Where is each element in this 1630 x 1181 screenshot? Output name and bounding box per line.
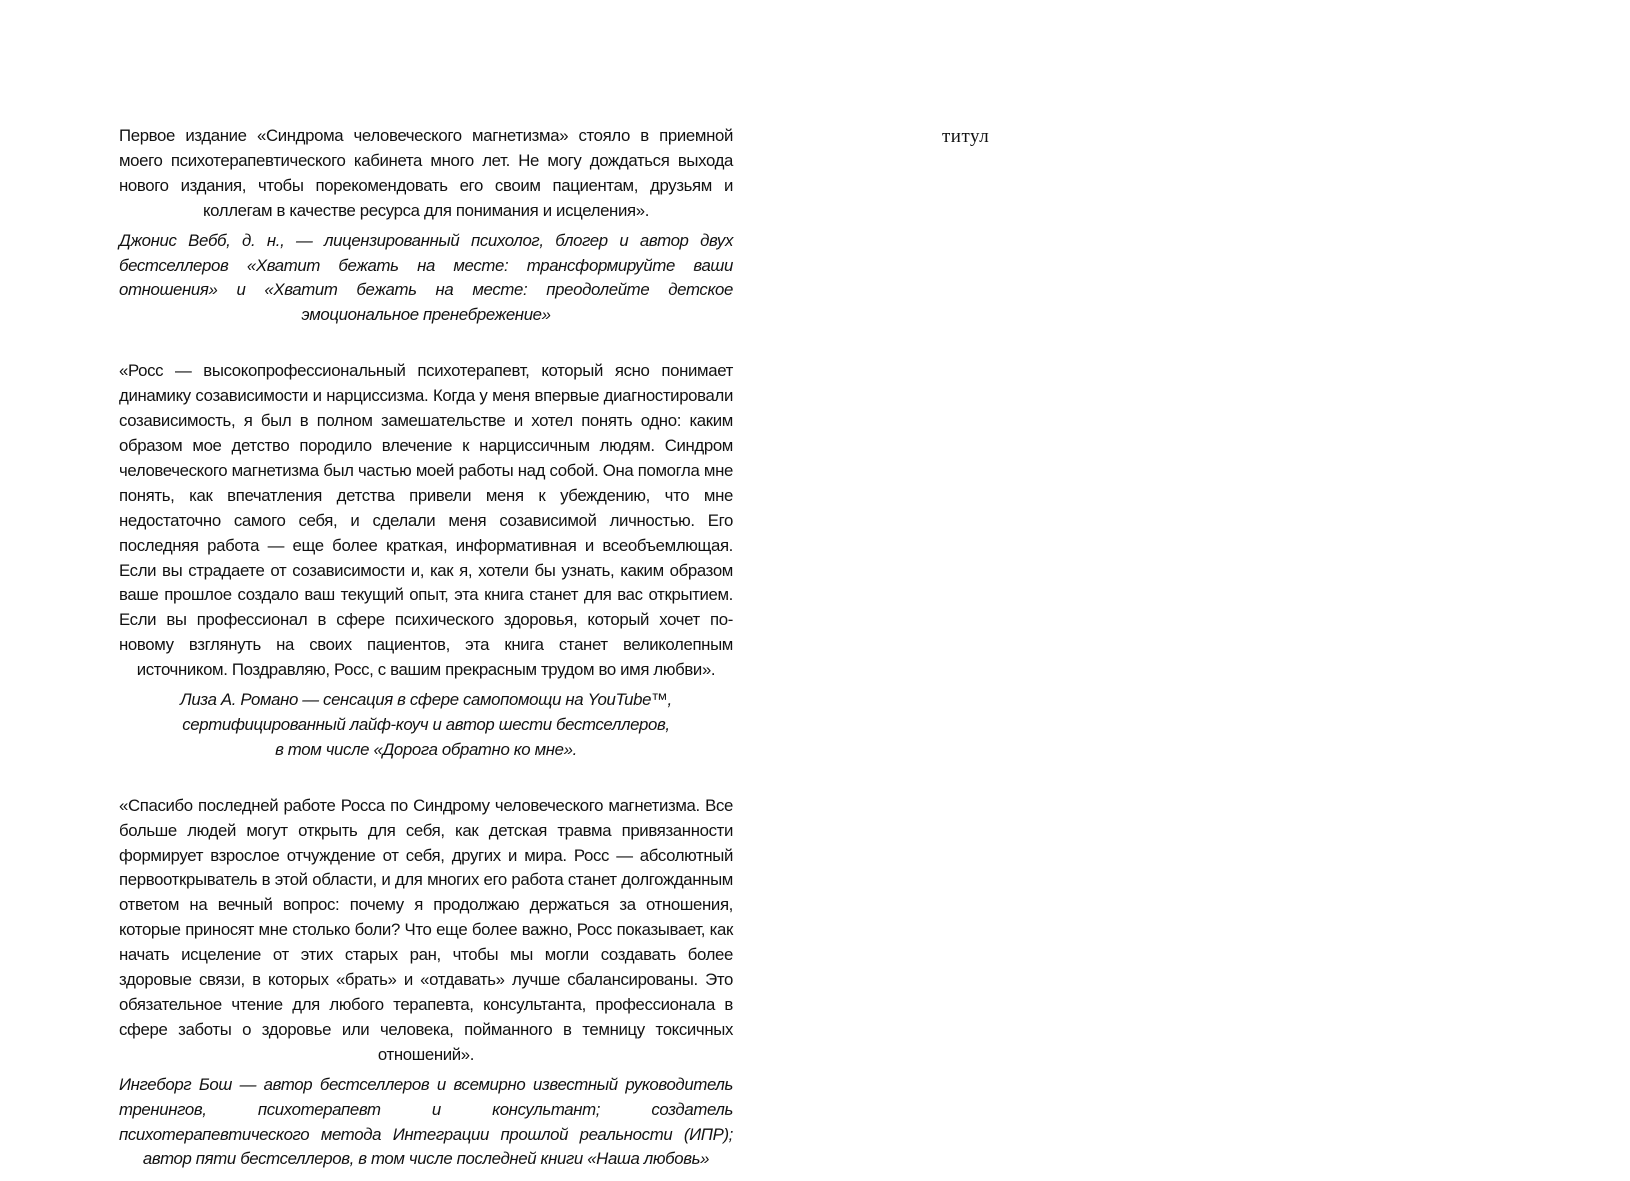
blurb-romano (119, 359, 733, 763)
blurb-attribution: Ингеборг Бош — автор бестселлеров и всемирно известный руководитель тренингов, психотерапевт и консультант; создатель психотерапевтического метода Интеграции прошлой реальности (ИПР); автор пяти бестселлеров, в том числе последней книги «Наша любовь» (119, 1074, 733, 1169)
blurb-attribution (119, 688, 733, 763)
blurb-attribution: Джонис Вебб, д. н., — лицензированный психолог, блогер и автор двух бестселлеров «Хватит бежать на месте: трансформируйте ваши отношения» и «Хватит бежать на месте: преодолейте детское эмоциональное пренебрежение» (119, 230, 733, 325)
attribution-line: в том числе «Дорога обратно ко мне». (275, 739, 577, 759)
blurb-quote: «Росс — высокопрофессиональный психотерапевт, который ясно понимает динамику созависимости и нарциссизма. Когда у меня впервые диагностировали созависимость, я был в полном замешательстве и хотел понять одно: каким образом мое детство породило влечение к нарциссичным людям. Синдром человеческого магнетизма был частью моей работы над собой. Она помогла мне понять, как впечатления детства привели меня к убеждению, что мне недостаточно самого себя, и сделали меня созависимой личностью. Его последняя работа — еще более краткая, информативная и всеобъемлющая. Если вы страдаете от созависимости и, как я, хотели бы узнать, каким образом ваше прошлое создало ваш текущий опыт, эта книга станет для вас открытием. Если вы профессионал в сфере психического здоровья, который хочет по-новому взглянуть на своих пациентов, эта книга станет великолепным источником. Поздравляю, Росс, с вашим прекрасным трудом во имя любви». (119, 361, 733, 680)
blurb-quote: «Спасибо последней работе Росса по Синдрому человеческого магнетизма. Все больше людей могут открыть для себя, как детская травма привязанности формирует взрослое отчуждение от себя, других и мира. Росс — абсолютный первооткрыватель в этой области, и для многих его работа станет долгожданным ответом на вечный вопрос: почему я продолжаю держаться за отношения, которые приносят мне столько боли? Что еще более важно, Росс показывает, как начать исцеление от этих старых ран, чтобы мы могли создавать более здоровые связи, в которых «брать» и «отдавать» лучше сбалансированы. Это обязательное чтение для любого терапевта, консультанта, профессионала в сфере заботы о здоровье или человека, пойманного в темницу токсичных отношений». (119, 795, 733, 1064)
left-page (119, 124, 733, 1172)
title-page-label: титул (942, 126, 990, 147)
blurb-quote: Первое издание «Синдрома человеческого магнетизма» стояло в приемной моего психотерапевтического кабинета много лет. Не могу дождаться выхода нового издания, чтобы порекомендовать его своим пациентам, друзьям и коллегам в качестве ресурса для понимания и исцеления». (119, 126, 733, 220)
blurb-webb (119, 124, 733, 328)
attribution-line: Лиза А. Романо — сенсация в сфере самопомощи на YouTube™, (180, 690, 672, 710)
blurb-bosch (119, 794, 733, 1173)
right-page (942, 126, 989, 148)
attribution-line: сертифицированный лайф-коуч и автор шести бестселлеров, (182, 714, 670, 734)
